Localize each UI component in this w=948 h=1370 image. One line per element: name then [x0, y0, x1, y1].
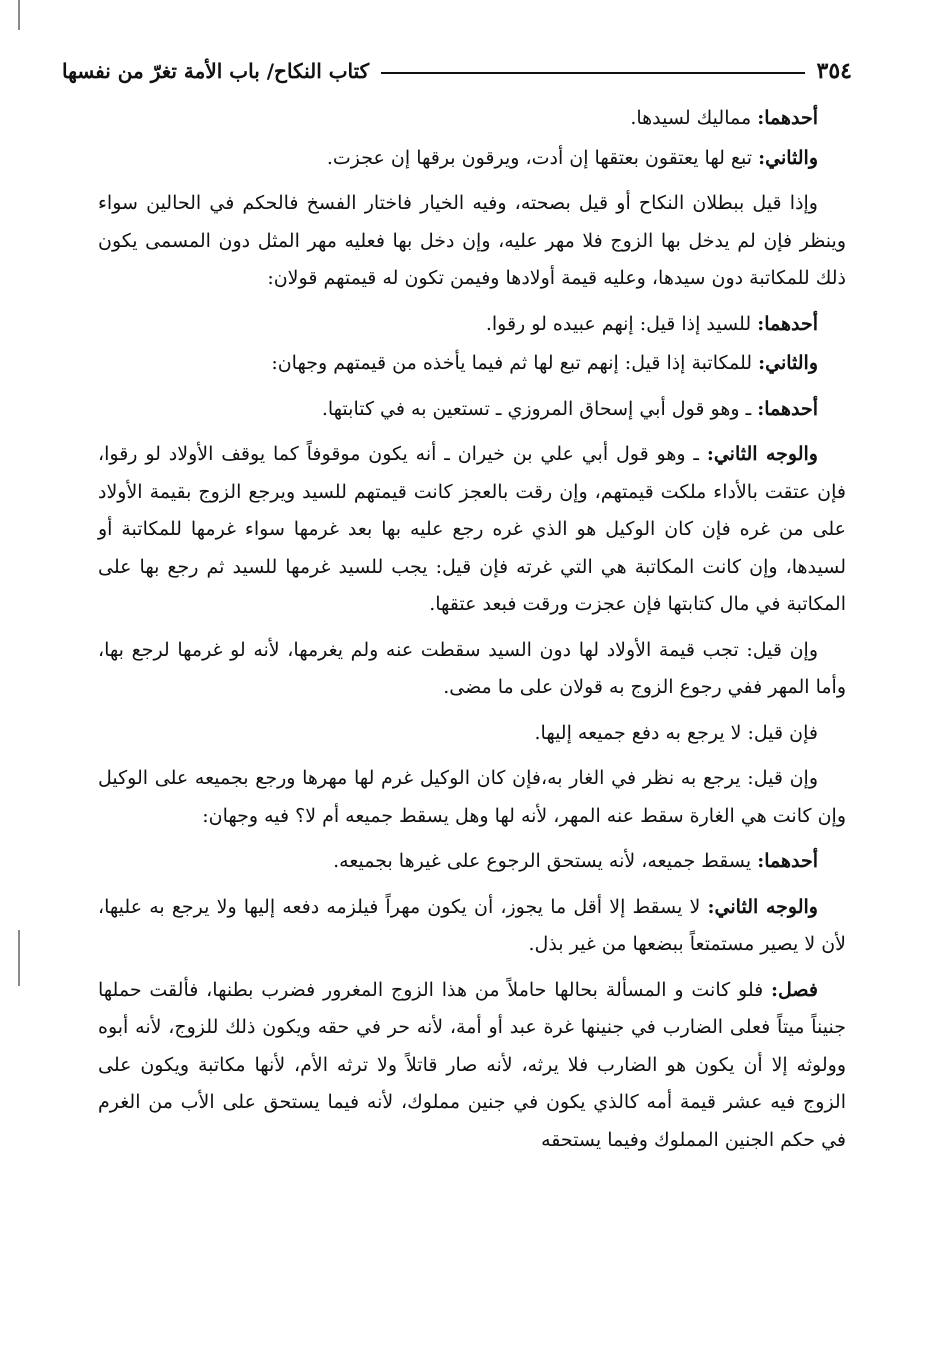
paragraph — [98, 889, 846, 964]
paragraph-label: والثاني: — [758, 146, 818, 169]
paragraph-text: وإن قيل: تجب قيمة الأولاد لها دون السيد سقطت عنه ولم يغرمها، لأنه لو غرمها لرجع بها، وأما المهر ففي رجوع الزوج به قولان على ما مضى. — [98, 638, 846, 698]
page-header — [62, 56, 852, 86]
paragraph-text: وإن قيل: يرجع به نظر في الغار به،فإن كان الوكيل غرم لها مهرها ورجع بجميعه على الوكيل وإن كانت هي الغارة سقط عنه المهر، لأنه لها وهل يسقط جميعه أم لا؟ فيه وجهان: — [98, 767, 846, 827]
paragraph-label: أحدهما: — [757, 397, 818, 420]
paragraph-text: لا يسقط إلا أقل ما يجوز، أن يكون مهراً فيلزمه دفعه إليها ولا يرجع به عليها، لأن لا يصير مستمتعاً ببضعها من غير بذل. — [98, 895, 846, 955]
paragraph — [98, 760, 846, 835]
paragraph-text: للمكاتبة إذا قيل: إنهم تبع لها ثم فيما يأخذه من قيمتهم وجهان: — [271, 352, 759, 374]
paragraph — [98, 632, 846, 707]
paragraph-label: والوجه الثاني: — [706, 443, 818, 465]
paragraph-text: وإذا قيل ببطلان النكاح أو قيل بصحته، وفيه الخيار فاختار الفسخ فالحكم في الحالين سواء وينظر فإن لم يدخل بها الزوج فلا مهر عليه، وإن دخل بها فعليه مهر المثل دون المسمى يكون ذلك للمكاتبة دون سيدها، وعليه قيمة أولادها وفيمن تكون له قيمتهم قولان: — [98, 192, 846, 289]
paragraph-text: يسقط جميعه، لأنه يستحق الرجوع على غيرها بجميعه. — [333, 850, 758, 872]
scan-edge-mark — [18, 930, 20, 986]
paragraph — [98, 185, 846, 298]
paragraph — [98, 140, 846, 178]
paragraph — [98, 345, 846, 383]
paragraph — [98, 972, 846, 1160]
scan-edge-mark — [18, 0, 20, 30]
paragraph-text: فإن قيل: لا يرجع به دفع جميعه إليها. — [534, 721, 818, 744]
paragraph-text: ـ وهو قول أبي علي بن خيران ـ أنه يكون موقوفاً كما يوقف الأولاد لو رقوا، فإن عتقت بالأداء ملكت قيمتهم، وإن رقت بالعجز كانت قيمتهم للسيد ويرجع الزوج بقيمة الأولاد على من غره فإن كان الوكيل هو الذي غره رجع عليه بها بعد غرمها سواء غرمها للمكاتبة أو لسيدها، وإن كانت المكاتبة هي التي غرته فإن قيل: يجب للسيد غرمها للسيد ثم رجع بها على المكاتبة في مال كتابتها فإن عجزت ورقت فبعد عتقها. — [98, 443, 846, 615]
paragraph-text: فلو كانت و المسألة بحالها حاملاً من هذا الزوج المغرور فضرب بطنها، فألقت حملها جنيناً ميتاً فعلى الضارب في جنينها غرة عبد أو أمة، لأنه حر في حقه ويكون ذلك للزوج، لأنه أبوه وولوثه إلا أن يكون هو الضارب فلا يرثه، لأنه صار قاتلاً ولا ترثه الأم، لأنها مكاتبة ويكون على الزوج فيه عشر قيمة أمه كالذي يكون في جنين مملوك، لأنه فيما يستحق على الأب من الغرم في حكم الجنين المملوك وفيما يستحقه — [98, 978, 846, 1151]
paragraph-text: ـ وهو قول أبي إسحاق المروزي ـ تستعين به في كتابتها. — [321, 397, 758, 420]
paragraph — [98, 391, 846, 429]
paragraph — [98, 436, 846, 624]
paragraph-label: والثاني: — [758, 352, 818, 374]
paragraph-label: أحدهما: — [757, 312, 818, 335]
paragraph-text: مماليك لسيدها. — [630, 107, 758, 129]
body-text — [98, 100, 846, 1167]
running-title: كتاب النكاح/ باب الأمة تغرّ من نفسها — [62, 59, 370, 83]
header-rule — [381, 72, 804, 74]
paragraph-text: تبع لها يعتقون بعتقها إن أدت، ويرقون برقها إن عجزت. — [326, 146, 759, 169]
paragraph-label: أحدهما: — [757, 107, 818, 129]
paragraph — [98, 100, 846, 138]
paragraph-label: أحدهما: — [757, 850, 818, 872]
paragraph-label: فصل: — [771, 978, 818, 1001]
paragraph-label: والوجه الثاني: — [707, 895, 818, 918]
paragraph — [98, 715, 846, 753]
paragraph — [98, 843, 846, 881]
paragraph-text: للسيد إذا قيل: إنهم عبيده لو رقوا. — [485, 312, 758, 335]
paragraph — [98, 306, 846, 344]
page-number: ٣٥٤ — [816, 58, 852, 84]
